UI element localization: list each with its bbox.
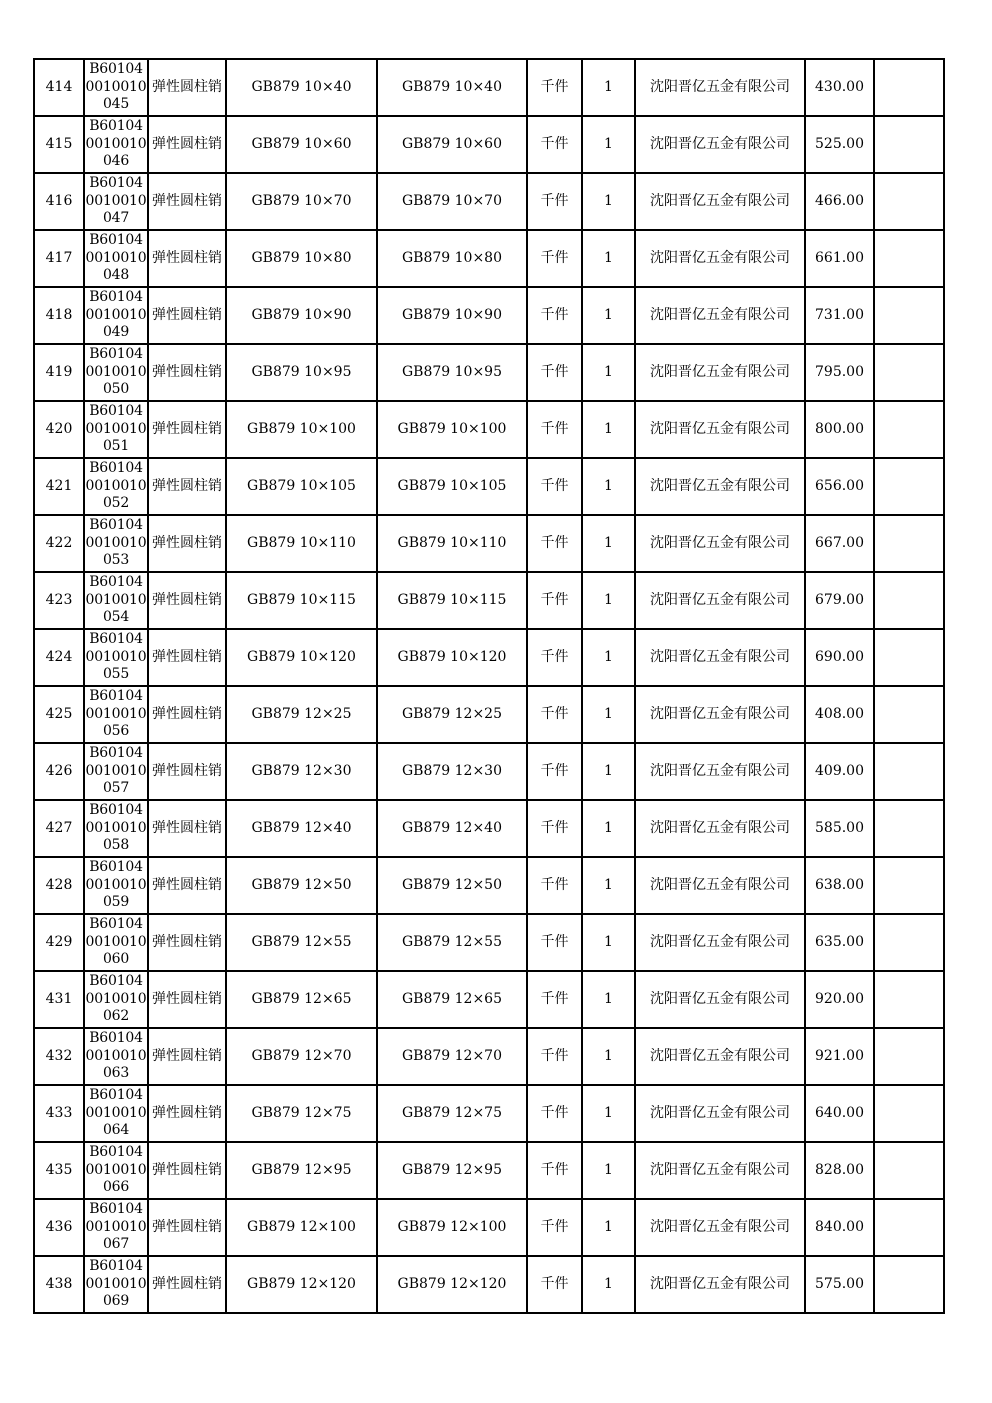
specification-cell: GB879 10×90 bbox=[226, 287, 377, 344]
model-number-cell: GB879 10×95 bbox=[377, 344, 527, 401]
unit-price-cell: 408.00 bbox=[805, 686, 874, 743]
remarks-cell bbox=[874, 458, 944, 515]
row-number-cell: 433 bbox=[34, 1085, 84, 1142]
material-code-cell: B601040010010058 bbox=[84, 800, 148, 857]
supplier-name-cell: 沈阳晋亿五金有限公司 bbox=[635, 173, 805, 230]
product-name-cell: 弹性圆柱销 bbox=[148, 116, 226, 173]
model-number-cell: GB879 10×115 bbox=[377, 572, 527, 629]
material-code-cell: B601040010010064 bbox=[84, 1085, 148, 1142]
unit-cell: 千件 bbox=[527, 173, 582, 230]
table-row bbox=[34, 1199, 944, 1256]
quantity-cell: 1 bbox=[582, 515, 635, 572]
remarks-cell bbox=[874, 59, 944, 116]
supplier-name-cell: 沈阳晋亿五金有限公司 bbox=[635, 1028, 805, 1085]
remarks-cell bbox=[874, 857, 944, 914]
remarks-cell bbox=[874, 173, 944, 230]
unit-cell: 千件 bbox=[527, 116, 582, 173]
remarks-cell bbox=[874, 287, 944, 344]
product-name-cell: 弹性圆柱销 bbox=[148, 1142, 226, 1199]
row-number-cell: 432 bbox=[34, 1028, 84, 1085]
model-number-cell: GB879 10×40 bbox=[377, 59, 527, 116]
product-name-cell: 弹性圆柱销 bbox=[148, 800, 226, 857]
table-row bbox=[34, 344, 944, 401]
supplier-name-cell: 沈阳晋亿五金有限公司 bbox=[635, 686, 805, 743]
unit-price-cell: 731.00 bbox=[805, 287, 874, 344]
model-number-cell: GB879 12×30 bbox=[377, 743, 527, 800]
model-number-cell: GB879 10×100 bbox=[377, 401, 527, 458]
quantity-cell: 1 bbox=[582, 401, 635, 458]
specification-cell: GB879 10×115 bbox=[226, 572, 377, 629]
quantity-cell: 1 bbox=[582, 1199, 635, 1256]
product-name-cell: 弹性圆柱销 bbox=[148, 629, 226, 686]
quantity-cell: 1 bbox=[582, 458, 635, 515]
unit-cell: 千件 bbox=[527, 1142, 582, 1199]
row-number-cell: 431 bbox=[34, 971, 84, 1028]
row-number-cell: 429 bbox=[34, 914, 84, 971]
remarks-cell bbox=[874, 344, 944, 401]
specification-cell: GB879 12×100 bbox=[226, 1199, 377, 1256]
unit-price-cell: 638.00 bbox=[805, 857, 874, 914]
remarks-cell bbox=[874, 1199, 944, 1256]
table-body bbox=[34, 59, 944, 1313]
remarks-cell bbox=[874, 971, 944, 1028]
unit-cell: 千件 bbox=[527, 344, 582, 401]
specification-cell: GB879 12×65 bbox=[226, 971, 377, 1028]
material-code-cell: B601040010010046 bbox=[84, 116, 148, 173]
product-name-cell: 弹性圆柱销 bbox=[148, 914, 226, 971]
quantity-cell: 1 bbox=[582, 116, 635, 173]
remarks-cell bbox=[874, 743, 944, 800]
material-code-cell: B601040010010049 bbox=[84, 287, 148, 344]
product-name-cell: 弹性圆柱销 bbox=[148, 1199, 226, 1256]
table-row bbox=[34, 629, 944, 686]
supplier-name-cell: 沈阳晋亿五金有限公司 bbox=[635, 458, 805, 515]
specification-cell: GB879 10×80 bbox=[226, 230, 377, 287]
quantity-cell: 1 bbox=[582, 971, 635, 1028]
table-row bbox=[34, 515, 944, 572]
material-code-cell: B601040010010054 bbox=[84, 572, 148, 629]
unit-price-cell: 656.00 bbox=[805, 458, 874, 515]
remarks-cell bbox=[874, 1142, 944, 1199]
unit-cell: 千件 bbox=[527, 686, 582, 743]
quantity-cell: 1 bbox=[582, 629, 635, 686]
material-code-cell: B601040010010050 bbox=[84, 344, 148, 401]
table-row bbox=[34, 1142, 944, 1199]
unit-cell: 千件 bbox=[527, 287, 582, 344]
unit-price-cell: 525.00 bbox=[805, 116, 874, 173]
unit-price-cell: 690.00 bbox=[805, 629, 874, 686]
unit-cell: 千件 bbox=[527, 515, 582, 572]
supplier-name-cell: 沈阳晋亿五金有限公司 bbox=[635, 116, 805, 173]
unit-price-cell: 828.00 bbox=[805, 1142, 874, 1199]
table-row bbox=[34, 1028, 944, 1085]
specification-cell: GB879 12×75 bbox=[226, 1085, 377, 1142]
material-code-cell: B601040010010066 bbox=[84, 1142, 148, 1199]
product-name-cell: 弹性圆柱销 bbox=[148, 59, 226, 116]
supplier-name-cell: 沈阳晋亿五金有限公司 bbox=[635, 1256, 805, 1313]
supplier-name-cell: 沈阳晋亿五金有限公司 bbox=[635, 629, 805, 686]
row-number-cell: 420 bbox=[34, 401, 84, 458]
remarks-cell bbox=[874, 230, 944, 287]
material-code-cell: B601040010010069 bbox=[84, 1256, 148, 1313]
table-row bbox=[34, 971, 944, 1028]
remarks-cell bbox=[874, 515, 944, 572]
specification-cell: GB879 10×105 bbox=[226, 458, 377, 515]
row-number-cell: 427 bbox=[34, 800, 84, 857]
product-name-cell: 弹性圆柱销 bbox=[148, 515, 226, 572]
specification-cell: GB879 10×100 bbox=[226, 401, 377, 458]
quantity-cell: 1 bbox=[582, 230, 635, 287]
quantity-cell: 1 bbox=[582, 743, 635, 800]
unit-cell: 千件 bbox=[527, 59, 582, 116]
price-table bbox=[33, 58, 945, 1314]
quantity-cell: 1 bbox=[582, 1142, 635, 1199]
table-row bbox=[34, 458, 944, 515]
row-number-cell: 415 bbox=[34, 116, 84, 173]
specification-cell: GB879 12×95 bbox=[226, 1142, 377, 1199]
supplier-name-cell: 沈阳晋亿五金有限公司 bbox=[635, 857, 805, 914]
quantity-cell: 1 bbox=[582, 59, 635, 116]
model-number-cell: GB879 12×95 bbox=[377, 1142, 527, 1199]
unit-cell: 千件 bbox=[527, 230, 582, 287]
unit-price-cell: 920.00 bbox=[805, 971, 874, 1028]
supplier-name-cell: 沈阳晋亿五金有限公司 bbox=[635, 971, 805, 1028]
row-number-cell: 428 bbox=[34, 857, 84, 914]
material-code-cell: B601040010010052 bbox=[84, 458, 148, 515]
material-code-cell: B601040010010051 bbox=[84, 401, 148, 458]
table-row bbox=[34, 1085, 944, 1142]
remarks-cell bbox=[874, 629, 944, 686]
unit-cell: 千件 bbox=[527, 857, 582, 914]
specification-cell: GB879 10×110 bbox=[226, 515, 377, 572]
quantity-cell: 1 bbox=[582, 914, 635, 971]
remarks-cell bbox=[874, 1085, 944, 1142]
unit-cell: 千件 bbox=[527, 800, 582, 857]
remarks-cell bbox=[874, 401, 944, 458]
material-code-cell: B601040010010059 bbox=[84, 857, 148, 914]
supplier-name-cell: 沈阳晋亿五金有限公司 bbox=[635, 230, 805, 287]
table-row bbox=[34, 686, 944, 743]
supplier-name-cell: 沈阳晋亿五金有限公司 bbox=[635, 914, 805, 971]
table-row bbox=[34, 572, 944, 629]
unit-price-cell: 840.00 bbox=[805, 1199, 874, 1256]
model-number-cell: GB879 10×70 bbox=[377, 173, 527, 230]
model-number-cell: GB879 12×70 bbox=[377, 1028, 527, 1085]
row-number-cell: 425 bbox=[34, 686, 84, 743]
material-code-cell: B601040010010063 bbox=[84, 1028, 148, 1085]
quantity-cell: 1 bbox=[582, 857, 635, 914]
row-number-cell: 417 bbox=[34, 230, 84, 287]
material-code-cell: B601040010010062 bbox=[84, 971, 148, 1028]
model-number-cell: GB879 10×90 bbox=[377, 287, 527, 344]
unit-cell: 千件 bbox=[527, 401, 582, 458]
model-number-cell: GB879 12×75 bbox=[377, 1085, 527, 1142]
material-code-cell: B601040010010053 bbox=[84, 515, 148, 572]
unit-price-cell: 466.00 bbox=[805, 173, 874, 230]
remarks-cell bbox=[874, 1256, 944, 1313]
product-name-cell: 弹性圆柱销 bbox=[148, 287, 226, 344]
specification-cell: GB879 12×70 bbox=[226, 1028, 377, 1085]
specification-cell: GB879 12×55 bbox=[226, 914, 377, 971]
unit-price-cell: 575.00 bbox=[805, 1256, 874, 1313]
row-number-cell: 418 bbox=[34, 287, 84, 344]
row-number-cell: 436 bbox=[34, 1199, 84, 1256]
specification-cell: GB879 12×120 bbox=[226, 1256, 377, 1313]
row-number-cell: 419 bbox=[34, 344, 84, 401]
supplier-name-cell: 沈阳晋亿五金有限公司 bbox=[635, 1085, 805, 1142]
unit-price-cell: 640.00 bbox=[805, 1085, 874, 1142]
unit-cell: 千件 bbox=[527, 1199, 582, 1256]
remarks-cell bbox=[874, 914, 944, 971]
unit-cell: 千件 bbox=[527, 629, 582, 686]
table-row bbox=[34, 857, 944, 914]
model-number-cell: GB879 12×50 bbox=[377, 857, 527, 914]
unit-cell: 千件 bbox=[527, 1028, 582, 1085]
unit-price-cell: 430.00 bbox=[805, 59, 874, 116]
quantity-cell: 1 bbox=[582, 1085, 635, 1142]
remarks-cell bbox=[874, 800, 944, 857]
model-number-cell: GB879 12×65 bbox=[377, 971, 527, 1028]
quantity-cell: 1 bbox=[582, 344, 635, 401]
supplier-name-cell: 沈阳晋亿五金有限公司 bbox=[635, 59, 805, 116]
unit-price-cell: 661.00 bbox=[805, 230, 874, 287]
unit-price-cell: 585.00 bbox=[805, 800, 874, 857]
product-name-cell: 弹性圆柱销 bbox=[148, 230, 226, 287]
row-number-cell: 423 bbox=[34, 572, 84, 629]
remarks-cell bbox=[874, 1028, 944, 1085]
quantity-cell: 1 bbox=[582, 800, 635, 857]
unit-cell: 千件 bbox=[527, 572, 582, 629]
model-number-cell: GB879 10×105 bbox=[377, 458, 527, 515]
specification-cell: GB879 12×50 bbox=[226, 857, 377, 914]
row-number-cell: 421 bbox=[34, 458, 84, 515]
specification-cell: GB879 10×60 bbox=[226, 116, 377, 173]
material-code-cell: B601040010010045 bbox=[84, 59, 148, 116]
unit-cell: 千件 bbox=[527, 1085, 582, 1142]
specification-cell: GB879 10×40 bbox=[226, 59, 377, 116]
unit-price-cell: 409.00 bbox=[805, 743, 874, 800]
material-code-cell: B601040010010060 bbox=[84, 914, 148, 971]
quantity-cell: 1 bbox=[582, 1028, 635, 1085]
specification-cell: GB879 12×25 bbox=[226, 686, 377, 743]
row-number-cell: 424 bbox=[34, 629, 84, 686]
supplier-name-cell: 沈阳晋亿五金有限公司 bbox=[635, 1199, 805, 1256]
product-name-cell: 弹性圆柱销 bbox=[148, 458, 226, 515]
product-name-cell: 弹性圆柱销 bbox=[148, 572, 226, 629]
specification-cell: GB879 10×95 bbox=[226, 344, 377, 401]
model-number-cell: GB879 12×40 bbox=[377, 800, 527, 857]
model-number-cell: GB879 12×55 bbox=[377, 914, 527, 971]
row-number-cell: 414 bbox=[34, 59, 84, 116]
model-number-cell: GB879 12×25 bbox=[377, 686, 527, 743]
remarks-cell bbox=[874, 686, 944, 743]
specification-cell: GB879 10×70 bbox=[226, 173, 377, 230]
unit-price-cell: 679.00 bbox=[805, 572, 874, 629]
specification-cell: GB879 12×30 bbox=[226, 743, 377, 800]
table-row bbox=[34, 800, 944, 857]
product-name-cell: 弹性圆柱销 bbox=[148, 401, 226, 458]
table-row bbox=[34, 173, 944, 230]
material-code-cell: B601040010010048 bbox=[84, 230, 148, 287]
unit-cell: 千件 bbox=[527, 458, 582, 515]
table-row bbox=[34, 1256, 944, 1313]
unit-cell: 千件 bbox=[527, 914, 582, 971]
material-code-cell: B601040010010047 bbox=[84, 173, 148, 230]
model-number-cell: GB879 10×60 bbox=[377, 116, 527, 173]
remarks-cell bbox=[874, 116, 944, 173]
supplier-name-cell: 沈阳晋亿五金有限公司 bbox=[635, 515, 805, 572]
unit-cell: 千件 bbox=[527, 1256, 582, 1313]
unit-price-cell: 921.00 bbox=[805, 1028, 874, 1085]
model-number-cell: GB879 10×80 bbox=[377, 230, 527, 287]
table-row bbox=[34, 401, 944, 458]
model-number-cell: GB879 10×120 bbox=[377, 629, 527, 686]
model-number-cell: GB879 12×120 bbox=[377, 1256, 527, 1313]
product-name-cell: 弹性圆柱销 bbox=[148, 1028, 226, 1085]
table-row bbox=[34, 743, 944, 800]
specification-cell: GB879 10×120 bbox=[226, 629, 377, 686]
unit-price-cell: 800.00 bbox=[805, 401, 874, 458]
quantity-cell: 1 bbox=[582, 686, 635, 743]
material-code-cell: B601040010010056 bbox=[84, 686, 148, 743]
product-name-cell: 弹性圆柱销 bbox=[148, 743, 226, 800]
row-number-cell: 438 bbox=[34, 1256, 84, 1313]
table-row bbox=[34, 914, 944, 971]
product-name-cell: 弹性圆柱销 bbox=[148, 1085, 226, 1142]
quantity-cell: 1 bbox=[582, 173, 635, 230]
supplier-name-cell: 沈阳晋亿五金有限公司 bbox=[635, 743, 805, 800]
unit-cell: 千件 bbox=[527, 971, 582, 1028]
unit-cell: 千件 bbox=[527, 743, 582, 800]
supplier-name-cell: 沈阳晋亿五金有限公司 bbox=[635, 572, 805, 629]
model-number-cell: GB879 12×100 bbox=[377, 1199, 527, 1256]
remarks-cell bbox=[874, 572, 944, 629]
quantity-cell: 1 bbox=[582, 287, 635, 344]
row-number-cell: 422 bbox=[34, 515, 84, 572]
product-name-cell: 弹性圆柱销 bbox=[148, 857, 226, 914]
table-row bbox=[34, 116, 944, 173]
product-name-cell: 弹性圆柱销 bbox=[148, 173, 226, 230]
product-name-cell: 弹性圆柱销 bbox=[148, 686, 226, 743]
supplier-name-cell: 沈阳晋亿五金有限公司 bbox=[635, 344, 805, 401]
unit-price-cell: 667.00 bbox=[805, 515, 874, 572]
row-number-cell: 426 bbox=[34, 743, 84, 800]
product-name-cell: 弹性圆柱销 bbox=[148, 971, 226, 1028]
supplier-name-cell: 沈阳晋亿五金有限公司 bbox=[635, 287, 805, 344]
specification-cell: GB879 12×40 bbox=[226, 800, 377, 857]
quantity-cell: 1 bbox=[582, 1256, 635, 1313]
supplier-name-cell: 沈阳晋亿五金有限公司 bbox=[635, 1142, 805, 1199]
row-number-cell: 435 bbox=[34, 1142, 84, 1199]
product-name-cell: 弹性圆柱销 bbox=[148, 344, 226, 401]
table-row bbox=[34, 287, 944, 344]
material-code-cell: B601040010010067 bbox=[84, 1199, 148, 1256]
material-code-cell: B601040010010057 bbox=[84, 743, 148, 800]
model-number-cell: GB879 10×110 bbox=[377, 515, 527, 572]
unit-price-cell: 635.00 bbox=[805, 914, 874, 971]
product-name-cell: 弹性圆柱销 bbox=[148, 1256, 226, 1313]
row-number-cell: 416 bbox=[34, 173, 84, 230]
material-code-cell: B601040010010055 bbox=[84, 629, 148, 686]
unit-price-cell: 795.00 bbox=[805, 344, 874, 401]
table-row bbox=[34, 59, 944, 116]
supplier-name-cell: 沈阳晋亿五金有限公司 bbox=[635, 800, 805, 857]
supplier-name-cell: 沈阳晋亿五金有限公司 bbox=[635, 401, 805, 458]
quantity-cell: 1 bbox=[582, 572, 635, 629]
table-row bbox=[34, 230, 944, 287]
